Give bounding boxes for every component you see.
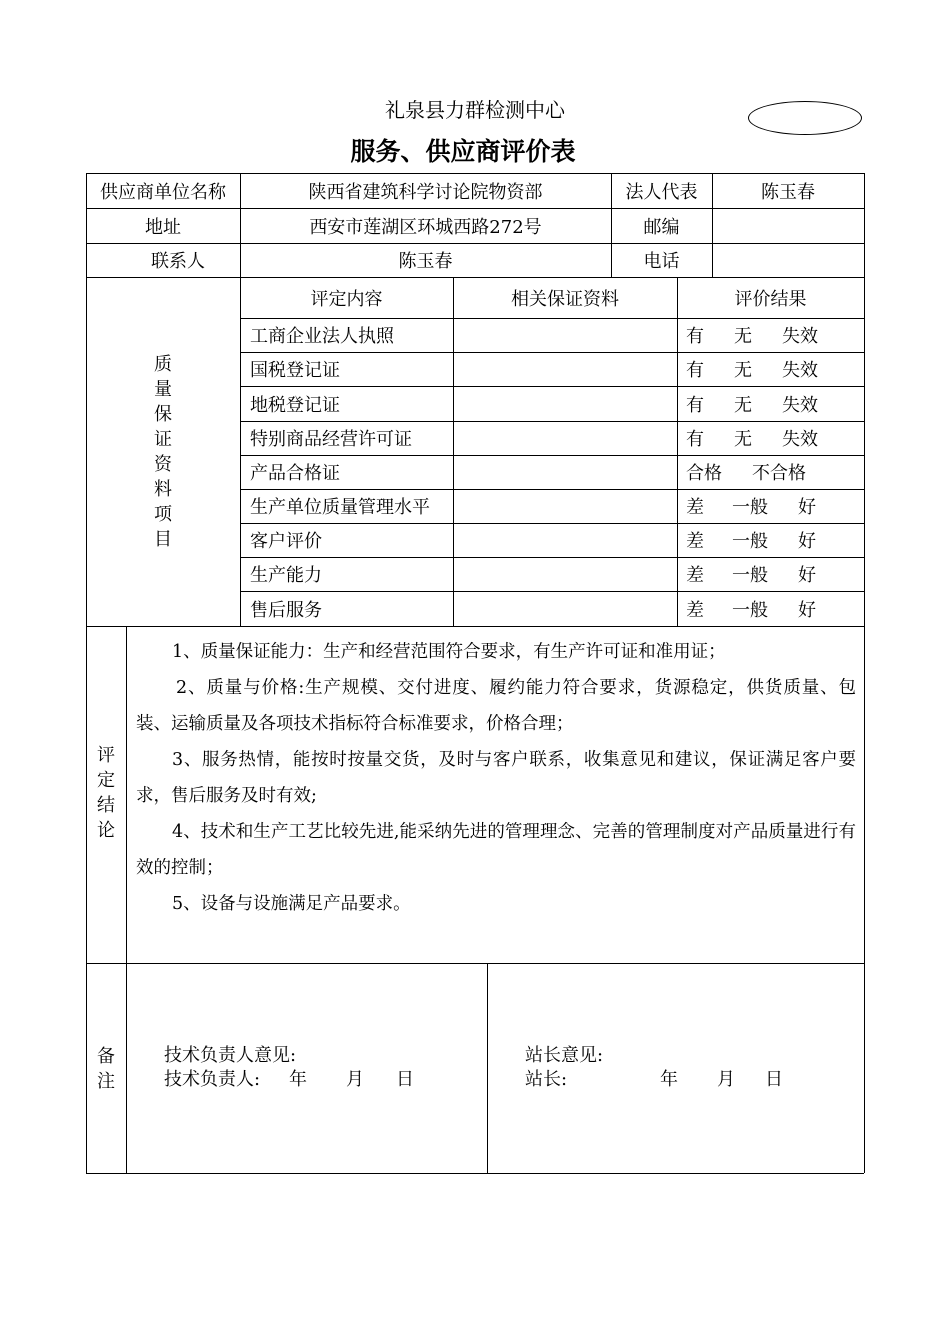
quality-section-label: 质量保证资料项目 <box>154 354 172 550</box>
quality-docs <box>453 523 677 557</box>
conclusion-paragraph: 1、质量保证能力：生产和经营范围符合要求，有生产许可证和准用证； <box>172 642 726 662</box>
contact-label: 联系人 <box>151 251 205 272</box>
tech-opinion-label: 技术负责人意见: <box>164 1045 297 1066</box>
quality-item: 产品合格证 <box>250 463 340 484</box>
phone-label: 电话 <box>643 251 680 272</box>
result-option: 好 <box>798 599 816 621</box>
conclusion-paragraph: 4、技术和生产工艺比较先进,能采纳先进的管理理念、完善的管理制度对产品质量进行有效的控制； <box>136 822 856 878</box>
quality-result <box>686 557 816 591</box>
result-option: 一般 <box>732 599 768 621</box>
result-option: 差 <box>686 497 704 518</box>
quality-docs <box>453 455 677 489</box>
result-option: 差 <box>686 599 704 621</box>
legal-rep-value: 陈玉春 <box>761 181 815 203</box>
org-name: 礼泉县力群检测中心 <box>385 98 565 122</box>
result-option: 无 <box>734 360 752 381</box>
quality-result <box>686 421 818 455</box>
quality-docs <box>453 386 677 421</box>
station-date-year: 年 <box>660 1069 678 1090</box>
result-option: 一般 <box>732 565 768 586</box>
result-option: 失效 <box>782 360 818 381</box>
quality-item: 客户评价 <box>250 531 322 552</box>
quality-item: 生产能力 <box>250 565 322 586</box>
tech-sign-label: 技术负责人: <box>164 1069 261 1090</box>
header-related-docs: 相关保证资料 <box>511 288 619 310</box>
tech-date-day: 日 <box>396 1069 414 1090</box>
result-option: 有 <box>686 326 704 347</box>
result-option: 有 <box>686 429 704 450</box>
result-option: 好 <box>798 531 816 552</box>
quality-item: 特别商品经营许可证 <box>250 429 412 450</box>
stamp-oval <box>748 101 862 135</box>
quality-result <box>686 455 806 489</box>
quality-item: 生产单位质量管理水平 <box>250 497 430 518</box>
contact-value: 陈玉春 <box>398 251 453 272</box>
result-option: 无 <box>734 326 752 347</box>
quality-result <box>686 523 816 557</box>
quality-docs <box>453 557 677 591</box>
conclusion-paragraph: 3、服务热情，能按时按量交货，及时与客户联系，收集意见和建议，保证满足客户要求，售后服务及时有效; <box>136 750 856 806</box>
quality-result <box>686 489 816 523</box>
remarks-label: 备注 <box>97 1046 115 1092</box>
legal-rep-label: 法人代表 <box>625 181 698 203</box>
header-evaluation-result: 评价结果 <box>734 288 807 310</box>
result-option: 差 <box>686 531 704 552</box>
quality-item: 工商企业法人执照 <box>250 326 394 347</box>
conclusion-paragraph: 2、质量与价格:生产规模、交付进度、履约能力符合要求，货源稳定，供货质量、包装、运输质量及各项技术指标符合标准要求，价格合理； <box>136 678 856 734</box>
quality-item: 国税登记证 <box>250 360 340 381</box>
result-option: 失效 <box>782 429 818 450</box>
postcode-value <box>712 208 864 243</box>
phone-value <box>712 243 864 277</box>
result-option: 无 <box>734 429 752 450</box>
station-date-day: 日 <box>765 1069 783 1090</box>
station-sign-label: 站长: <box>525 1069 568 1090</box>
result-option: 无 <box>734 394 752 416</box>
conclusion-label: 评定结论 <box>97 745 115 841</box>
header-evaluation-content: 评定内容 <box>310 288 383 310</box>
form-title: 服务、供应商评价表 <box>350 137 576 166</box>
quality-result <box>686 352 818 386</box>
address-label: 地址 <box>145 216 181 238</box>
result-option: 好 <box>798 497 816 518</box>
quality-docs <box>453 489 677 523</box>
station-opinion-label: 站长意见: <box>525 1045 604 1066</box>
result-option: 好 <box>798 565 816 586</box>
result-option: 有 <box>686 360 704 381</box>
quality-docs <box>453 421 677 455</box>
quality-item: 地税登记证 <box>250 394 340 416</box>
result-option: 失效 <box>782 394 818 416</box>
tech-date-month: 月 <box>346 1069 364 1090</box>
quality-result <box>686 591 816 626</box>
conclusion-paragraph: 5、设备与设施满足产品要求。 <box>172 894 411 914</box>
quality-result <box>686 386 818 421</box>
conclusion-text <box>136 634 856 922</box>
result-option: 失效 <box>782 326 818 347</box>
tech-date-year: 年 <box>289 1069 307 1090</box>
quality-docs <box>453 352 677 386</box>
supplier-name-value: 陕西省建筑科学讨论院物资部 <box>308 181 543 203</box>
quality-docs <box>453 591 677 626</box>
supplier-name-label: 供应商单位名称 <box>100 181 226 203</box>
result-option: 不合格 <box>752 463 806 484</box>
quality-item: 售后服务 <box>250 599 322 621</box>
station-date-month: 月 <box>717 1069 735 1090</box>
quality-result <box>686 318 818 352</box>
result-option: 一般 <box>732 497 768 518</box>
quality-docs <box>453 318 677 352</box>
result-option: 差 <box>686 565 704 586</box>
result-option: 合格 <box>686 463 722 484</box>
result-option: 一般 <box>732 531 768 552</box>
postcode-label: 邮编 <box>643 216 680 238</box>
result-option: 有 <box>686 394 704 416</box>
address-value: 西安市莲湖区环城西路272号 <box>309 216 542 238</box>
